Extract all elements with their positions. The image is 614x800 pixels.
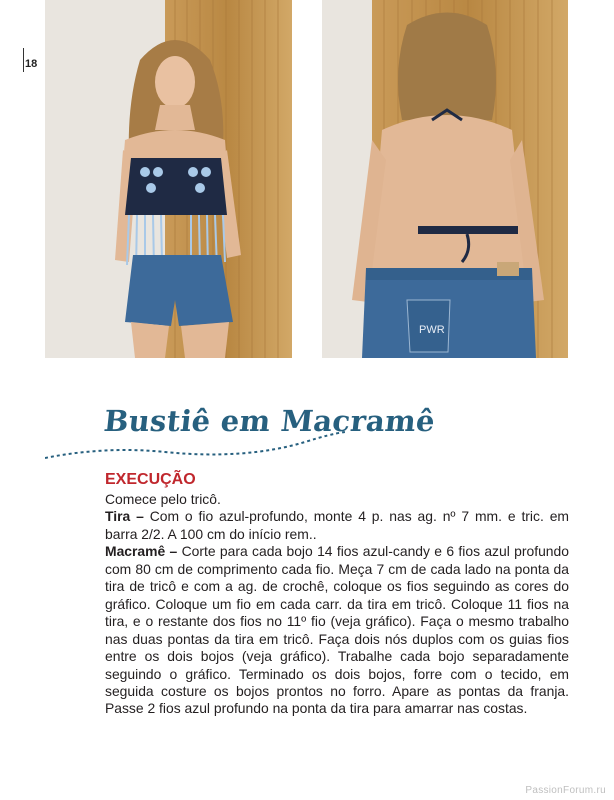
instructions-text	[105, 491, 569, 718]
article-title: Bustiê em Macramê	[102, 404, 437, 438]
front-view-photo	[45, 0, 292, 358]
paragraph-lead: Tira –	[105, 508, 144, 525]
watermark: PassionForum.ru	[525, 785, 606, 796]
paragraph-body: Com o fio azul-profundo, monte 4 p. nas ag. nº 7 mm. e tric. em barra 2/2. A 100 cm do início rem..	[105, 508, 569, 542]
page-number-rule	[23, 48, 24, 72]
paragraph-lead: Macramê –	[105, 543, 178, 560]
back-view-photo	[322, 0, 568, 358]
paragraph-body: Corte para cada bojo 14 fios azul-candy e 6 fios azul profundo com 80 cm de comprimento cada fio. Meça 7 cm de cada lado na ponta da tira de tricô e com a ag. de crochê, coloque os fios seguindo as cores do gráfico. Coloque um fio em cada carr. da tira em tricô. Coloque 11 fios na tira, e o restante dos fios no 11º fio (veja gráfico). Faça o mesmo trabalho nas duas pontas da tira em tricô. Faça dois nós duplos com os guias fios entre os dois bojos (veja gráfico). Trabalhe cada bojo separadamente seguindo o gráfico. Terminado os dois bojos, forre com o tecido, em seguida costure os bojos prontos no forro. Apare as pontas da franja. Passe 2 fios azul profundo na ponta da tira para amarrar nas costas.	[105, 543, 569, 717]
page-number: 18	[25, 58, 38, 70]
paragraph-macrame	[105, 543, 569, 718]
section-heading: EXECUÇÃO	[105, 471, 196, 488]
intro-line: Comece pelo tricô.	[105, 491, 221, 507]
paragraph-tira	[105, 508, 569, 543]
jeans-patch-text: PWR	[419, 324, 445, 336]
